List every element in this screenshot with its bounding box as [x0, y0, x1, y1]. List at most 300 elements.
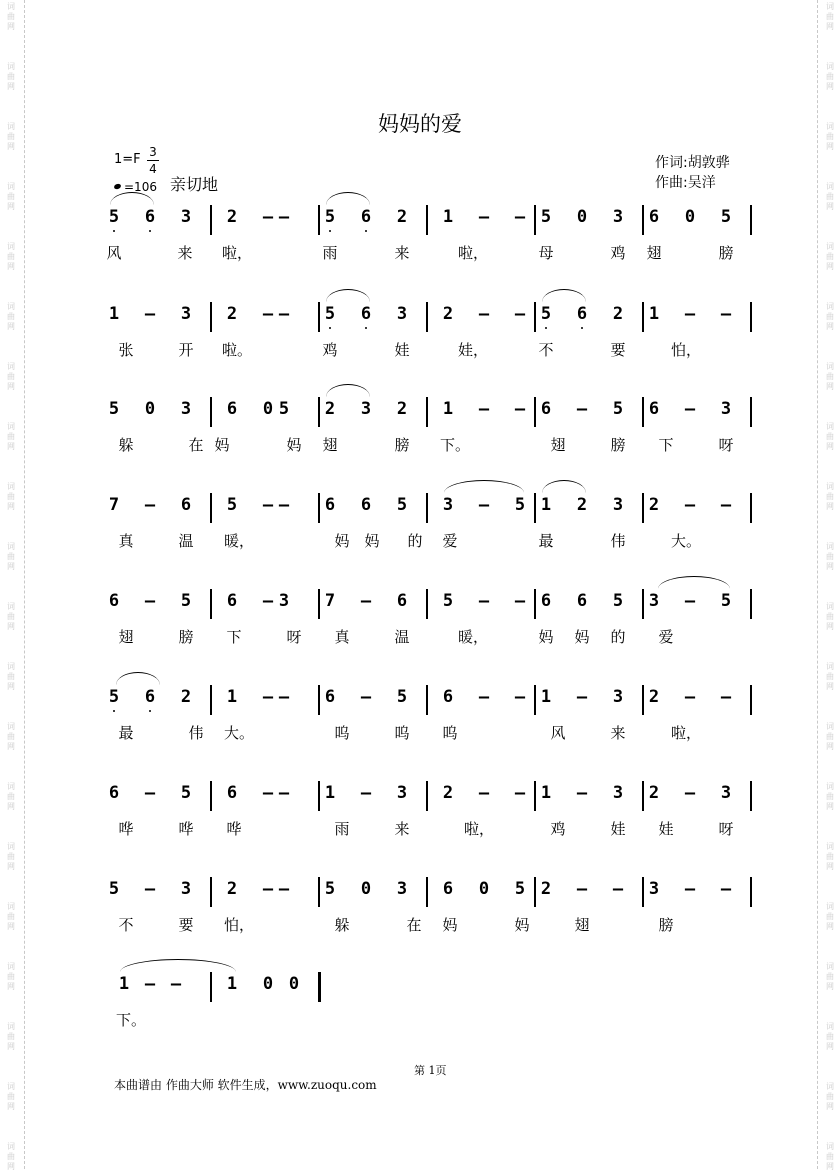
watermark-char: 网 [7, 862, 15, 871]
note: – [684, 399, 696, 419]
watermark-char: 网 [826, 682, 834, 691]
watermark-char: 网 [826, 622, 834, 631]
lyric-word: 张 [118, 341, 134, 359]
score-line [0, 589, 840, 685]
note: 0 [144, 399, 156, 419]
lyric-word: 风 [106, 244, 122, 262]
bar-line [534, 397, 536, 427]
watermark-text [823, 2, 837, 32]
note: – [262, 207, 274, 227]
note: – [576, 783, 588, 803]
watermark-char: 曲 [826, 1032, 834, 1041]
bar-line [210, 397, 212, 427]
watermark-char: 词 [7, 122, 15, 131]
bar-line [642, 877, 644, 907]
watermark-char: 网 [826, 742, 834, 751]
watermark-char: 网 [7, 82, 15, 91]
note: 6 [140, 685, 160, 709]
bar-line [642, 205, 644, 235]
watermark-char: 词 [7, 422, 15, 431]
watermark-char: 网 [826, 82, 834, 91]
note: 1 [108, 304, 120, 324]
watermark-char: 词 [826, 302, 834, 311]
watermark-char: 网 [826, 22, 834, 31]
lyric-word: 最 [118, 724, 134, 742]
note: 6 [648, 207, 660, 227]
time-signature-top: 3 [149, 145, 157, 159]
watermark-char: 曲 [7, 912, 15, 921]
note: 5 [442, 591, 454, 611]
lyric-word: 妈 [334, 532, 350, 550]
watermark-char: 网 [7, 922, 15, 931]
lyric-word: 妈 [538, 628, 554, 646]
note: 6 [324, 687, 336, 707]
watermark-char: 网 [826, 382, 834, 391]
note: 2 [576, 495, 588, 515]
note: 3 [720, 783, 732, 803]
bar-line [210, 493, 212, 523]
note: 1 [540, 783, 552, 803]
bar-line [318, 685, 320, 715]
watermark-char: 网 [7, 22, 15, 31]
bar-line [750, 685, 752, 715]
lyric-word: 温 [178, 532, 194, 550]
lyric-word: 真 [334, 628, 350, 646]
note: 1 [226, 687, 238, 707]
watermark-char: 曲 [826, 492, 834, 501]
time-signature [147, 145, 159, 176]
lyric-word: 来 [394, 820, 410, 838]
watermark-char: 曲 [826, 192, 834, 201]
lyric-word: 暖， [458, 628, 489, 646]
tempo-value: =106 [124, 180, 157, 194]
watermark-char: 词 [826, 422, 834, 431]
note: 2 [396, 207, 408, 227]
lyric-word: 娃， [458, 341, 489, 359]
watermark-char: 词 [7, 302, 15, 311]
note: 3 [442, 495, 454, 515]
watermark-char: 网 [7, 442, 15, 451]
watermark-char: 词 [7, 2, 15, 11]
note: – [478, 495, 490, 515]
slur-tie [326, 192, 370, 205]
watermark-char: 网 [826, 1162, 834, 1171]
note: 6 [360, 495, 372, 515]
bar-line [750, 397, 752, 427]
watermark-char: 网 [7, 502, 15, 511]
watermark-char: 网 [826, 922, 834, 931]
note: – [262, 591, 274, 611]
note: – [478, 687, 490, 707]
note: 5 [108, 399, 120, 419]
watermark-char: 曲 [826, 12, 834, 21]
watermark-text [4, 2, 18, 32]
lyric-word: 啦， [671, 724, 702, 742]
lyric-word: 呀 [718, 436, 734, 454]
watermark-char: 网 [826, 322, 834, 331]
watermark-char: 词 [826, 722, 834, 731]
lyric-word: 呜 [334, 724, 350, 742]
note: 6 [180, 495, 192, 515]
watermark-char: 曲 [826, 612, 834, 621]
note: – [170, 974, 182, 994]
lyric-word: 爱 [658, 628, 674, 646]
watermark-char: 词 [7, 542, 15, 551]
bar-line [750, 877, 752, 907]
watermark-char: 曲 [826, 672, 834, 681]
bar-line [642, 685, 644, 715]
watermark-char: 词 [7, 962, 15, 971]
bar-line [642, 589, 644, 619]
watermark-char: 曲 [826, 912, 834, 921]
bar-line [750, 205, 752, 235]
note: 3 [612, 687, 624, 707]
lyric-word: 下 [226, 628, 242, 646]
watermark-char: 曲 [7, 1092, 15, 1101]
lyric-word: 翅 [550, 436, 566, 454]
watermark-char: 词 [826, 782, 834, 791]
bar-line [534, 493, 536, 523]
bar-line [534, 781, 536, 811]
watermark-char: 网 [826, 802, 834, 811]
watermark-char: 曲 [826, 72, 834, 81]
note: 3 [396, 879, 408, 899]
bar-line [318, 781, 320, 811]
watermark-char: 曲 [7, 72, 15, 81]
bar-line [210, 589, 212, 619]
note: 0 [288, 974, 300, 994]
lyric-word: 来 [394, 244, 410, 262]
note: 5 [536, 302, 556, 326]
note: – [144, 783, 156, 803]
lyric-word: 不 [118, 916, 134, 934]
bar-line [426, 205, 428, 235]
note: 5 [540, 207, 552, 227]
lyric-word: 最 [538, 532, 554, 550]
note: 5 [324, 879, 336, 899]
note: 2 [648, 495, 660, 515]
watermark-char: 网 [7, 262, 15, 271]
watermark-char: 词 [7, 842, 15, 851]
note: 0 [478, 879, 490, 899]
lyric-word: 要 [178, 916, 194, 934]
watermark-char: 词 [7, 602, 15, 611]
watermark-char: 网 [7, 382, 15, 391]
lyric-word: 哗 [118, 820, 134, 838]
note: – [720, 879, 732, 899]
bar-line [210, 685, 212, 715]
watermark-char: 曲 [826, 1092, 834, 1101]
note: – [720, 687, 732, 707]
note: – [514, 207, 526, 227]
bar-line [534, 877, 536, 907]
note: 2 [324, 399, 336, 419]
note: 5 [396, 495, 408, 515]
lyric-word: 大。 [224, 724, 255, 742]
watermark-text [4, 1142, 18, 1172]
note: 6 [226, 591, 238, 611]
note: – [478, 304, 490, 324]
note: – [576, 399, 588, 419]
lyric-word: 母 [538, 244, 554, 262]
note: – [720, 495, 732, 515]
bar-line [534, 205, 536, 235]
score-line [0, 205, 840, 301]
lyric-word: 的 [610, 628, 626, 646]
watermark-char: 曲 [826, 972, 834, 981]
watermark-char: 曲 [7, 192, 15, 201]
watermark-char: 网 [826, 1102, 834, 1111]
watermark-char: 词 [7, 1022, 15, 1031]
bar-line [210, 205, 212, 235]
watermark-char: 词 [826, 122, 834, 131]
lyric-word: 爱 [442, 532, 458, 550]
note: 1 [540, 495, 552, 515]
note: 2 [612, 304, 624, 324]
watermark-char: 网 [7, 562, 15, 571]
lyric-word: 大。 [671, 532, 702, 550]
key-signature: 1=F [114, 152, 141, 167]
watermark-char: 词 [826, 842, 834, 851]
bar-line [750, 781, 752, 811]
note: – [278, 207, 290, 227]
lyric-word: 伟 [610, 532, 626, 550]
watermark-char: 词 [7, 62, 15, 71]
watermark-char: 曲 [7, 792, 15, 801]
note: 6 [356, 205, 376, 229]
watermark-char: 曲 [7, 312, 15, 321]
note: 3 [648, 591, 660, 611]
lyric-word: 翅 [574, 916, 590, 934]
watermark-char: 网 [7, 1042, 15, 1051]
bar-line [210, 972, 212, 1002]
note: 6 [140, 205, 160, 229]
lyric-word: 风 [550, 724, 566, 742]
watermark-char: 词 [826, 62, 834, 71]
watermark-char: 词 [826, 902, 834, 911]
bar-line [426, 589, 428, 619]
note: – [144, 974, 156, 994]
watermark-char: 曲 [7, 552, 15, 561]
note: 3 [612, 207, 624, 227]
lyric-word: 要 [610, 341, 626, 359]
note: 5 [108, 879, 120, 899]
note: – [144, 495, 156, 515]
note: 3 [648, 879, 660, 899]
watermark-char: 网 [826, 982, 834, 991]
note: – [278, 495, 290, 515]
watermark-char: 词 [826, 962, 834, 971]
note: 2 [226, 879, 238, 899]
lyric-word: 呜 [394, 724, 410, 742]
bar-line [318, 877, 320, 907]
note: 1 [118, 974, 130, 994]
note: – [720, 304, 732, 324]
watermark-text [823, 1082, 837, 1112]
note: 1 [442, 399, 454, 419]
watermark-char: 词 [7, 242, 15, 251]
note: – [514, 399, 526, 419]
note: 3 [612, 495, 624, 515]
watermark-char: 词 [7, 782, 15, 791]
bar-line [642, 397, 644, 427]
song-title: 妈妈的爱 [378, 112, 462, 136]
bar-line [534, 685, 536, 715]
note: 5 [320, 302, 340, 326]
bar-line [426, 397, 428, 427]
lyricist-credit: 作词:胡敦骅 [655, 155, 730, 171]
note: 3 [180, 399, 192, 419]
watermark-char: 词 [7, 362, 15, 371]
watermark-char: 曲 [7, 372, 15, 381]
lyric-word: 的 [407, 532, 423, 550]
watermark-char: 词 [826, 482, 834, 491]
note: 6 [540, 399, 552, 419]
note: 3 [360, 399, 372, 419]
note: – [684, 591, 696, 611]
lyric-word: 膀 [718, 244, 734, 262]
lyric-word: 暖， [224, 532, 255, 550]
watermark-char: 词 [7, 1082, 15, 1091]
lyric-word: 下。 [440, 436, 471, 454]
quarter-note-icon [113, 183, 121, 190]
watermark-char: 词 [826, 1082, 834, 1091]
watermark-char: 曲 [7, 252, 15, 261]
bar-line [426, 877, 428, 907]
watermark-char: 网 [826, 1042, 834, 1051]
lyric-word: 膀 [178, 628, 194, 646]
note: 3 [180, 304, 192, 324]
lyric-word: 啦， [464, 820, 495, 838]
lyric-word: 鸡 [322, 341, 338, 359]
lyric-word: 啦。 [222, 341, 253, 359]
note: 2 [180, 687, 192, 707]
watermark-char: 网 [826, 262, 834, 271]
note: 5 [396, 687, 408, 707]
watermark-char: 曲 [7, 612, 15, 621]
bar-line [318, 302, 320, 332]
lyric-word: 哗 [226, 820, 242, 838]
watermark-char: 曲 [826, 852, 834, 861]
watermark-char: 网 [826, 442, 834, 451]
bar-line [318, 493, 320, 523]
note: 6 [226, 783, 238, 803]
watermark-char: 曲 [826, 552, 834, 561]
note: – [144, 591, 156, 611]
watermark-char: 曲 [7, 672, 15, 681]
note: 3 [180, 879, 192, 899]
note: – [478, 591, 490, 611]
watermark-char: 曲 [7, 432, 15, 441]
note: – [262, 687, 274, 707]
bar-line [642, 781, 644, 811]
note: 7 [324, 591, 336, 611]
note: 2 [396, 399, 408, 419]
lyric-word: 妈 [574, 628, 590, 646]
note: – [684, 687, 696, 707]
note: – [576, 687, 588, 707]
bar-line [210, 781, 212, 811]
watermark-char: 词 [826, 662, 834, 671]
note: – [684, 304, 696, 324]
bar-line [426, 493, 428, 523]
bar-line [426, 781, 428, 811]
note: 5 [104, 205, 124, 229]
note: – [514, 687, 526, 707]
lyric-word: 妈 [514, 916, 530, 934]
note: 5 [278, 399, 290, 419]
note: – [278, 879, 290, 899]
bar-line [318, 205, 320, 235]
note: 6 [540, 591, 552, 611]
note: 6 [648, 399, 660, 419]
score-line [0, 781, 840, 877]
note: 3 [396, 304, 408, 324]
watermark-char: 曲 [826, 1152, 834, 1161]
note: 5 [720, 591, 732, 611]
note: 2 [540, 879, 552, 899]
note: 2 [226, 207, 238, 227]
note: – [262, 783, 274, 803]
score-line [0, 972, 840, 1068]
watermark-char: 曲 [7, 1152, 15, 1161]
watermark-char: 词 [7, 182, 15, 191]
note: – [612, 879, 624, 899]
watermark-text [4, 62, 18, 92]
note: 5 [104, 685, 124, 709]
watermark-char: 网 [826, 562, 834, 571]
note: 6 [442, 687, 454, 707]
lyric-word: 怕， [671, 341, 702, 359]
note: 2 [648, 687, 660, 707]
score-line [0, 877, 840, 973]
note: 3 [612, 783, 624, 803]
lyric-word: 翅 [646, 244, 662, 262]
watermark-char: 网 [826, 862, 834, 871]
watermark-char: 网 [7, 682, 15, 691]
note: 0 [360, 879, 372, 899]
watermark-char: 网 [7, 982, 15, 991]
bar-line [426, 302, 428, 332]
lyric-word: 下 [658, 436, 674, 454]
bar-line [318, 397, 320, 427]
lyric-word: 躲 [334, 916, 350, 934]
watermark-char: 曲 [826, 252, 834, 261]
lyric-word: 躲 [118, 436, 134, 454]
note: 0 [576, 207, 588, 227]
lyric-word: 鸡 [610, 244, 626, 262]
score-line [0, 493, 840, 589]
final-bar-line [318, 972, 321, 1002]
note: – [478, 399, 490, 419]
watermark-char: 词 [7, 722, 15, 731]
lyric-word: 呀 [286, 628, 302, 646]
watermark-char: 曲 [7, 12, 15, 21]
watermark-char: 词 [826, 182, 834, 191]
note: – [478, 783, 490, 803]
bar-line [750, 302, 752, 332]
lyric-word: 怕， [224, 916, 255, 934]
watermark-char: 曲 [826, 312, 834, 321]
score-line [0, 397, 840, 493]
note: 5 [514, 879, 526, 899]
note: – [262, 495, 274, 515]
bar-line [534, 589, 536, 619]
note: 6 [442, 879, 454, 899]
watermark-char: 词 [7, 662, 15, 671]
lyric-word: 开 [178, 341, 194, 359]
note: 3 [180, 207, 192, 227]
